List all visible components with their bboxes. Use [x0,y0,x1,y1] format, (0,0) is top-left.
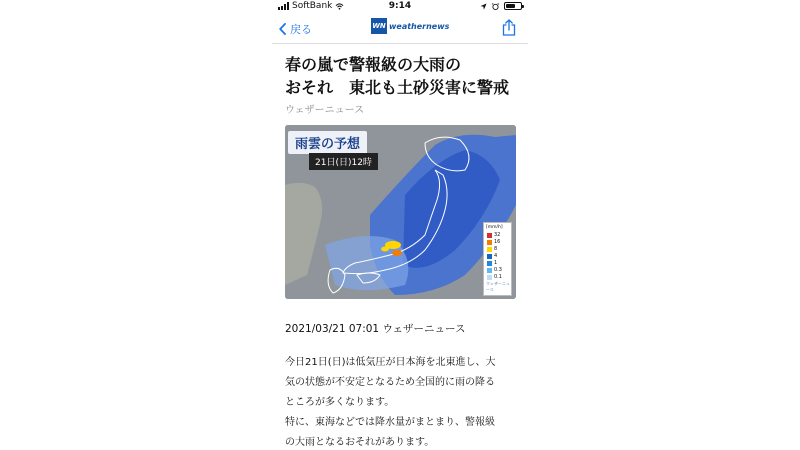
article-source: ウェザーニュース [285,105,365,116]
share-icon[interactable] [502,19,516,36]
article-title [285,53,521,99]
alarm-icon [491,3,500,10]
status-time: 9:14 [388,1,412,11]
battery-icon [504,2,522,10]
body-line: 気の状態が不安定となるため全国的に雨の降る [285,377,495,388]
legend-level-0-3: 0.3 [494,267,502,273]
body-line: 今日21日(日)は低気圧が日本海を北東進し、大 [285,357,496,368]
rain-forecast-map[interactable] [285,125,516,299]
legend-swatch-32 [487,233,492,238]
legend-level-0-1: 0.1 [494,274,502,280]
carrier-name: SoftBank [292,1,333,11]
article-body [285,353,525,450]
back-label: 戻る [290,23,312,36]
legend-swatch-0-1 [487,275,492,280]
logo-mark: WN [371,18,387,34]
legend-swatch-0-3 [487,268,492,273]
article-title-line2: おそれ 東北も土砂災害に警戒 [285,78,510,97]
map-title: 雨雲の予想 [288,131,367,154]
legend-swatch-16 [487,240,492,245]
chevron-left-icon [278,23,287,35]
weathernews-logo [371,18,449,34]
back-button[interactable] [278,21,312,37]
legend-brand: ウェザーニュース [486,281,510,292]
body-line: の大雨となるおそれがあります。 [285,437,435,448]
phone-screen [272,0,528,450]
legend-swatch-4 [487,254,492,259]
body-line: ところが多くなります。 [285,397,395,408]
logo-text: weathernews [389,21,450,31]
legend-swatch-8 [487,247,492,252]
article-date: 2021/03/21 07:01 ウェザーニュース [285,323,466,335]
map-legend [483,222,512,296]
legend-level-16: 16 [494,239,501,245]
status-bar [272,0,528,13]
location-icon [480,3,487,10]
legend-level-4: 4 [494,253,498,259]
legend-swatch-1 [487,261,492,266]
navigation-bar [272,13,528,44]
map-date-label: 21日(日)12時 [309,153,378,170]
legend-level-32: 32 [494,232,501,238]
status-right [480,2,522,10]
legend-level-8: 8 [494,246,498,252]
article-title-line1: 春の嵐で警報級の大雨の [285,55,462,74]
legend-unit: [mm/h] [486,225,503,230]
body-line: 特に、東海などでは降水量がまとまり、警報級 [285,417,495,428]
legend-level-1: 1 [494,260,498,266]
